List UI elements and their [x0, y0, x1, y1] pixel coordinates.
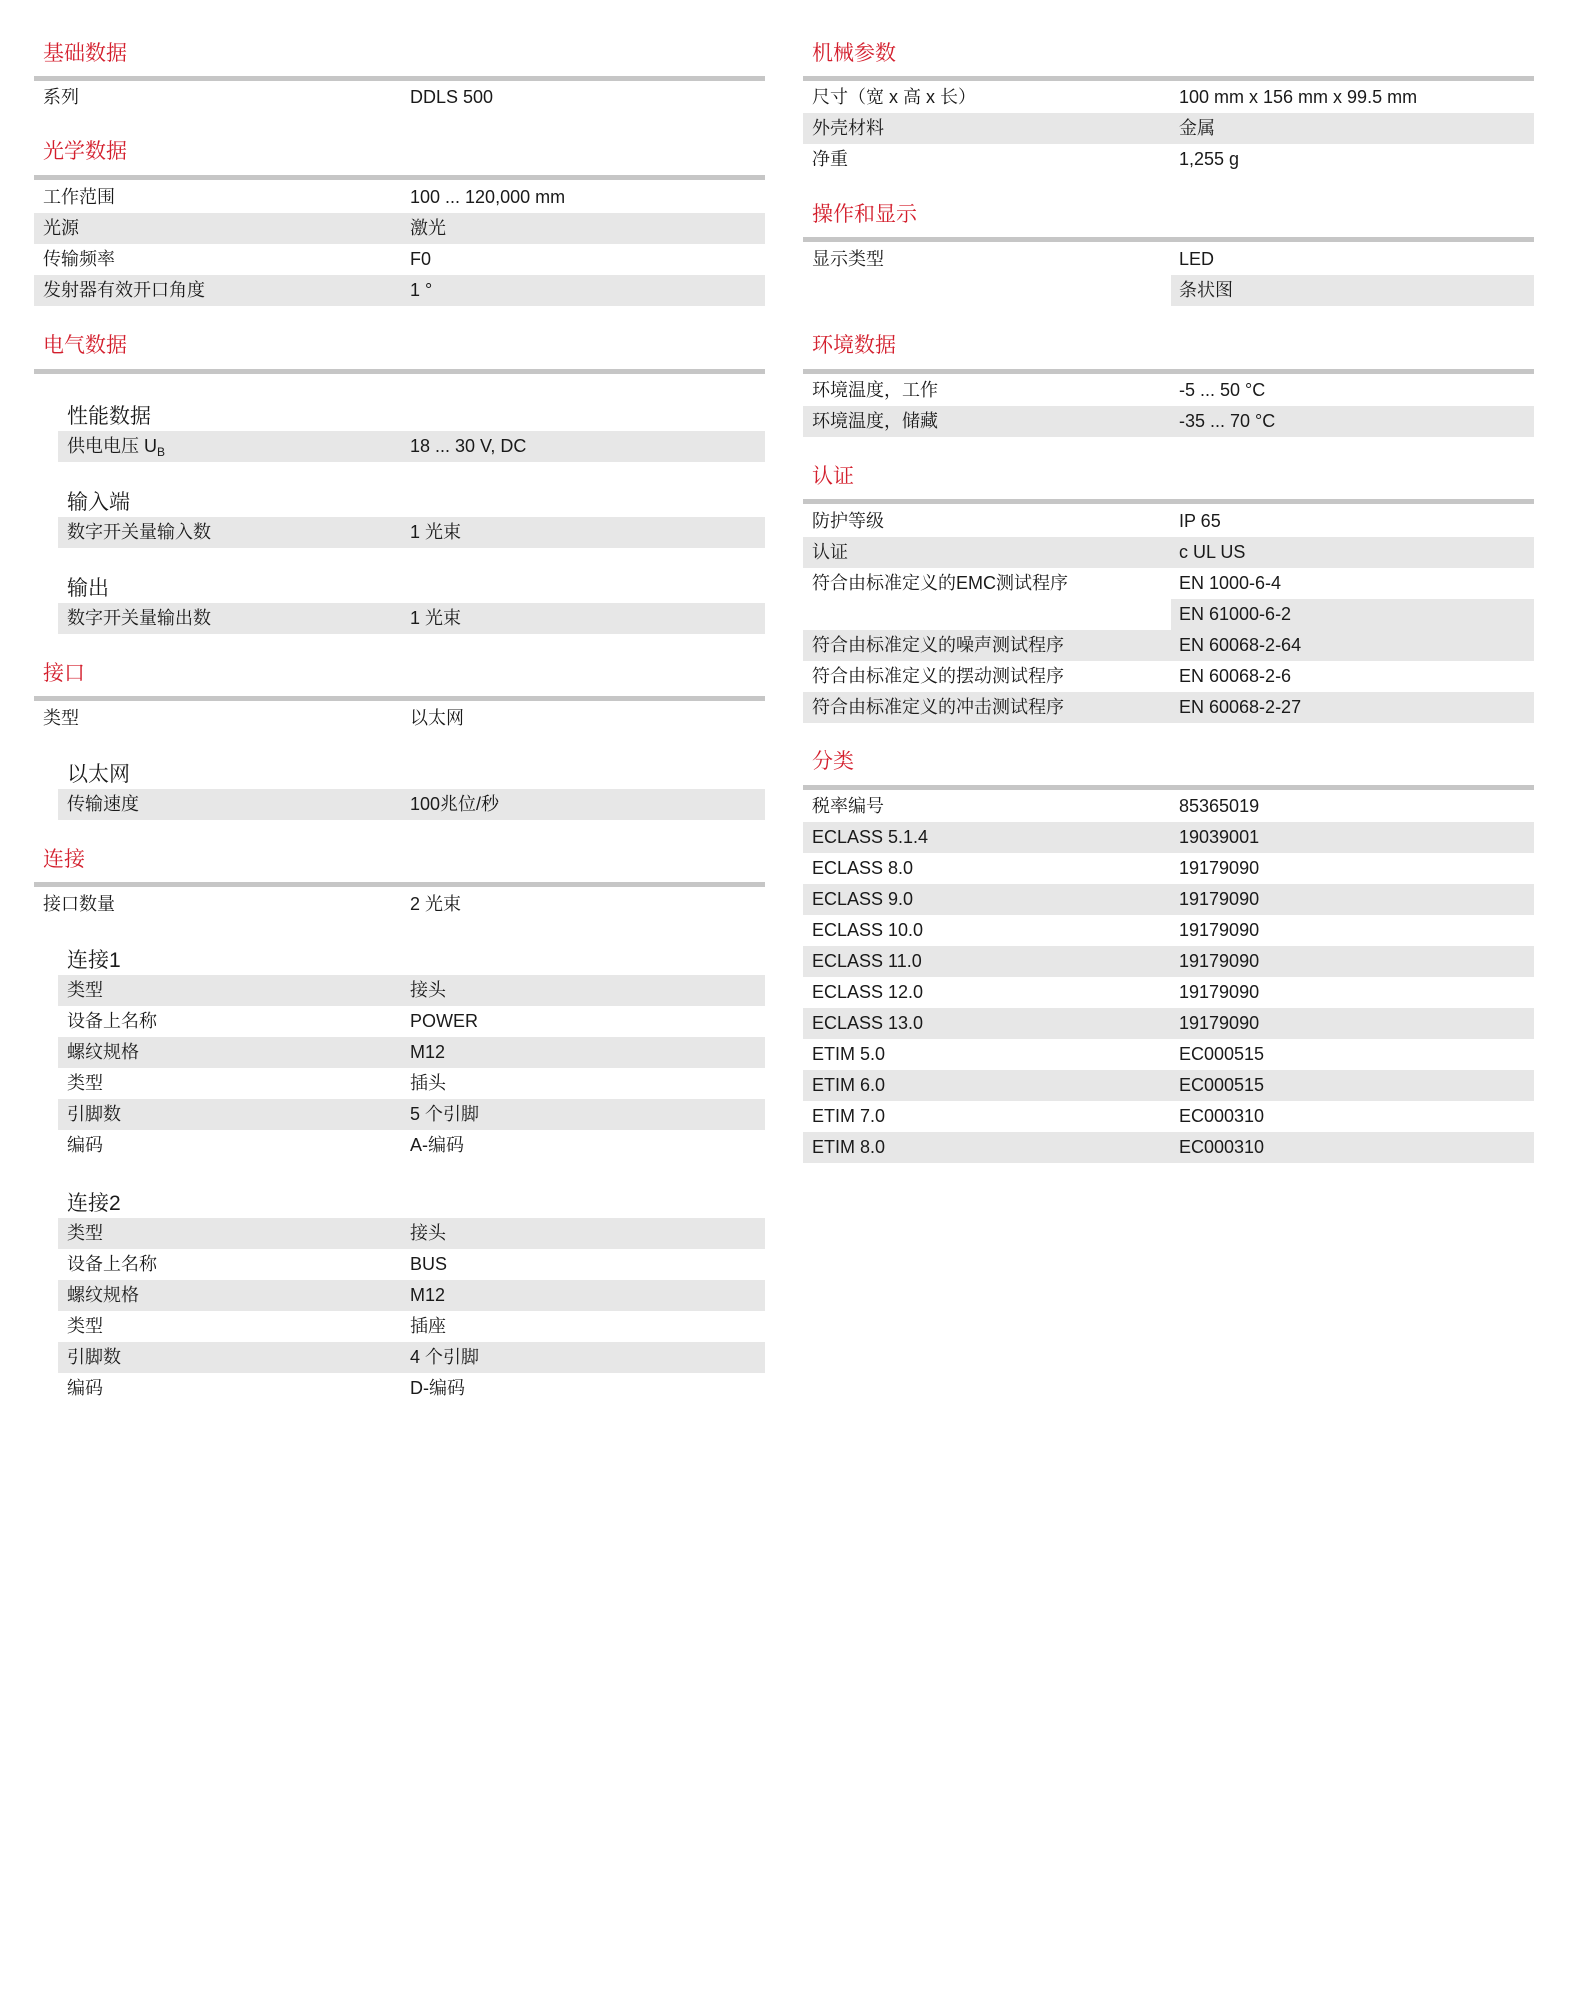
row-value: 插座 — [410, 1316, 446, 1336]
row-value: 4 个引脚 — [410, 1347, 480, 1367]
row-label: 发射器有效开口角度 — [43, 280, 205, 300]
row-value: EC000310 — [1179, 1137, 1265, 1157]
section-divider — [34, 369, 765, 374]
row-value: 插头 — [410, 1073, 446, 1093]
row-label: 传输频率 — [43, 249, 115, 269]
row-value: 激光 — [410, 218, 446, 238]
row-value: -5 ... 50 °C — [1179, 380, 1266, 400]
table-row — [803, 144, 1534, 175]
subsection-title-input: 输入端 — [67, 491, 130, 514]
row-value: EC000515 — [1179, 1044, 1265, 1064]
row-value: EN 60068-2-64 — [1179, 635, 1302, 655]
table-row — [803, 630, 1534, 661]
table-row — [58, 975, 765, 1006]
row-label: 符合由标准定义的噪声测试程序 — [812, 635, 1064, 655]
row-label: 类型 — [43, 708, 79, 728]
row-value: EN 1000-6-4 — [1179, 573, 1282, 593]
row-label: 净重 — [812, 149, 848, 169]
row-label: 设备上名称 — [67, 1254, 157, 1274]
section-divider — [34, 882, 765, 887]
row-value: 条状图 — [1179, 280, 1233, 300]
row-label: 类型 — [67, 1316, 103, 1336]
subsection-title-connection-1: 连接1 — [67, 949, 121, 972]
row-label: 符合由标准定义的冲击测试程序 — [812, 697, 1064, 717]
row-value: D-编码 — [410, 1378, 465, 1398]
row-label: 类型 — [67, 1223, 103, 1243]
row-value: -35 ... 70 °C — [1179, 411, 1276, 431]
section-title-certification: 认证 — [812, 465, 854, 488]
row-label: 显示类型 — [812, 249, 884, 269]
row-value: 1 光束 — [410, 522, 462, 542]
table-row — [803, 915, 1534, 946]
subsection-title-connection-2: 连接2 — [67, 1192, 121, 1215]
row-label: ECLASS 8.0 — [812, 858, 914, 878]
row-value: 18 ... 30 V, DC — [410, 436, 527, 456]
row-label: 传输速度 — [67, 794, 139, 814]
table-row — [58, 1342, 765, 1373]
row-label: ECLASS 9.0 — [812, 889, 914, 909]
value-cell — [1171, 599, 1534, 630]
table-row — [803, 1101, 1534, 1132]
row-value: 19179090 — [1179, 858, 1260, 878]
table-row — [34, 244, 765, 275]
table-row — [58, 1218, 765, 1249]
row-label: 工作范围 — [43, 187, 115, 207]
table-row — [34, 182, 765, 213]
section-divider — [803, 499, 1534, 504]
row-value: LED — [1179, 249, 1215, 269]
table-row — [58, 1373, 765, 1404]
row-label: ETIM 6.0 — [812, 1075, 886, 1095]
row-value: 以太网 — [410, 708, 464, 728]
table-row — [34, 213, 765, 244]
section-divider — [34, 696, 765, 701]
table-row — [803, 853, 1534, 884]
row-label: ETIM 7.0 — [812, 1106, 886, 1126]
row-label: ECLASS 12.0 — [812, 982, 924, 1002]
row-label: 引脚数 — [67, 1104, 121, 1124]
row-value: 1 ° — [410, 280, 433, 300]
row-label: 税率编号 — [812, 796, 884, 816]
row-value: DDLS 500 — [410, 87, 494, 107]
row-value: 19179090 — [1179, 1013, 1260, 1033]
section-title-classification: 分类 — [812, 750, 854, 773]
table-row — [58, 1130, 765, 1161]
table-row — [34, 703, 765, 734]
row-value: 19179090 — [1179, 889, 1260, 909]
table-row — [803, 506, 1534, 537]
row-value: 1,255 g — [1179, 149, 1240, 169]
table-row — [803, 406, 1534, 437]
table-row — [803, 599, 1534, 630]
table-row — [803, 82, 1534, 113]
table-row — [803, 822, 1534, 853]
section-title-connection: 连接 — [43, 848, 85, 871]
row-label: ECLASS 5.1.4 — [812, 827, 929, 847]
row-label: 引脚数 — [67, 1347, 121, 1367]
row-label: 外壳材料 — [812, 118, 884, 138]
row-label: 编码 — [67, 1378, 103, 1398]
row-label: 符合由标准定义的摆动测试程序 — [812, 666, 1064, 686]
table-row — [803, 568, 1534, 599]
table-row — [803, 977, 1534, 1008]
section-title-mechanical: 机械参数 — [812, 42, 896, 65]
row-value: EC000515 — [1179, 1075, 1265, 1095]
section-title-basic: 基础数据 — [43, 42, 127, 65]
row-value: EN 60068-2-6 — [1179, 666, 1292, 686]
row-label: 数字开关量输出数 — [67, 608, 211, 628]
table-row — [803, 692, 1534, 723]
row-label: 系列 — [43, 87, 79, 107]
row-value: 接头 — [410, 1223, 446, 1243]
subscript-b: B — [157, 445, 166, 459]
table-row — [58, 1311, 765, 1342]
row-label: 尺寸（宽 x 高 x 长） — [812, 87, 977, 107]
section-title-interface: 接口 — [43, 662, 85, 685]
table-row — [58, 517, 765, 548]
table-row — [803, 1070, 1534, 1101]
row-value: c UL US — [1179, 542, 1246, 562]
subsection-title-ethernet: 以太网 — [67, 763, 130, 786]
row-label: 接口数量 — [43, 894, 115, 914]
row-value: F0 — [410, 249, 432, 269]
row-value: 100兆位/秒 — [410, 794, 500, 814]
row-value: 100 ... 120,000 mm — [410, 187, 566, 207]
row-value: M12 — [410, 1042, 446, 1062]
row-value: 19179090 — [1179, 982, 1260, 1002]
row-label: 编码 — [67, 1135, 103, 1155]
section-divider — [34, 76, 765, 81]
subsection-title-performance: 性能数据 — [67, 405, 151, 428]
table-row — [58, 789, 765, 820]
row-label: ECLASS 13.0 — [812, 1013, 924, 1033]
row-label: ETIM 8.0 — [812, 1137, 886, 1157]
table-row — [803, 1039, 1534, 1070]
row-label: 类型 — [67, 1073, 103, 1093]
section-divider — [34, 175, 765, 180]
table-row — [803, 375, 1534, 406]
row-value: 接头 — [410, 980, 446, 1000]
section-title-optical: 光学数据 — [43, 140, 127, 163]
row-label: 数字开关量输入数 — [67, 522, 211, 542]
row-value: 金属 — [1179, 118, 1215, 138]
row-label: 设备上名称 — [67, 1011, 157, 1031]
section-divider — [803, 237, 1534, 242]
table-row — [803, 1008, 1534, 1039]
row-label: 供电电压 $U_B$ — [67, 436, 166, 459]
row-value: IP 65 — [1179, 511, 1221, 531]
row-value: 19179090 — [1179, 920, 1260, 940]
row-value: POWER — [410, 1011, 479, 1031]
table-row — [58, 1099, 765, 1130]
section-divider — [803, 369, 1534, 374]
table-row — [803, 113, 1534, 144]
section-title-electrical: 电气数据 — [43, 334, 127, 357]
row-label: 螺纹规格 — [67, 1042, 139, 1062]
table-row — [803, 946, 1534, 977]
table-row — [803, 244, 1534, 275]
row-label: 认证 — [812, 542, 848, 562]
row-value: EC000310 — [1179, 1106, 1265, 1126]
row-label: 螺纹规格 — [67, 1285, 139, 1305]
row-label: 类型 — [67, 980, 103, 1000]
table-row — [803, 661, 1534, 692]
table-row — [58, 1068, 765, 1099]
row-label: 符合由标准定义的EMC测试程序 — [812, 573, 1068, 593]
section-divider — [803, 785, 1534, 790]
row-value: 19179090 — [1179, 951, 1260, 971]
value-cell — [1171, 275, 1534, 306]
table-row — [58, 1037, 765, 1068]
table-row — [34, 889, 765, 920]
table-row — [58, 1249, 765, 1280]
table-row — [803, 884, 1534, 915]
table-row — [803, 537, 1534, 568]
table-row — [58, 1006, 765, 1037]
table-row — [58, 1280, 765, 1311]
row-label: ECLASS 11.0 — [812, 951, 922, 971]
section-title-operation: 操作和显示 — [812, 203, 917, 226]
table-row — [803, 1132, 1534, 1163]
section-divider — [803, 76, 1534, 81]
row-value: 19039001 — [1179, 827, 1260, 847]
table-row — [34, 275, 765, 306]
table-row — [58, 431, 765, 462]
row-value: M12 — [410, 1285, 446, 1305]
row-value: BUS — [410, 1254, 448, 1274]
row-value: EN 61000-6-2 — [1179, 604, 1292, 624]
table-row — [34, 82, 765, 113]
table-row — [58, 603, 765, 634]
row-value: 100 mm x 156 mm x 99.5 mm — [1179, 87, 1418, 107]
row-value: 85365019 — [1179, 796, 1260, 816]
row-value: EN 60068-2-27 — [1179, 697, 1302, 717]
row-label: 环境温度，工作 — [812, 380, 938, 400]
row-label: 防护等级 — [812, 511, 884, 531]
row-label: ECLASS 10.0 — [812, 920, 924, 940]
row-value: 5 个引脚 — [410, 1104, 480, 1124]
row-value: 1 光束 — [410, 608, 462, 628]
row-value: 2 光束 — [410, 894, 462, 914]
row-label: 光源 — [43, 218, 79, 238]
row-label: 环境温度，储藏 — [812, 411, 938, 431]
subsection-title-output: 输出 — [67, 577, 109, 600]
table-row — [803, 275, 1534, 306]
section-title-environment: 环境数据 — [812, 334, 896, 357]
row-label: ETIM 5.0 — [812, 1044, 886, 1064]
row-value: A-编码 — [410, 1135, 464, 1155]
table-row — [803, 791, 1534, 822]
